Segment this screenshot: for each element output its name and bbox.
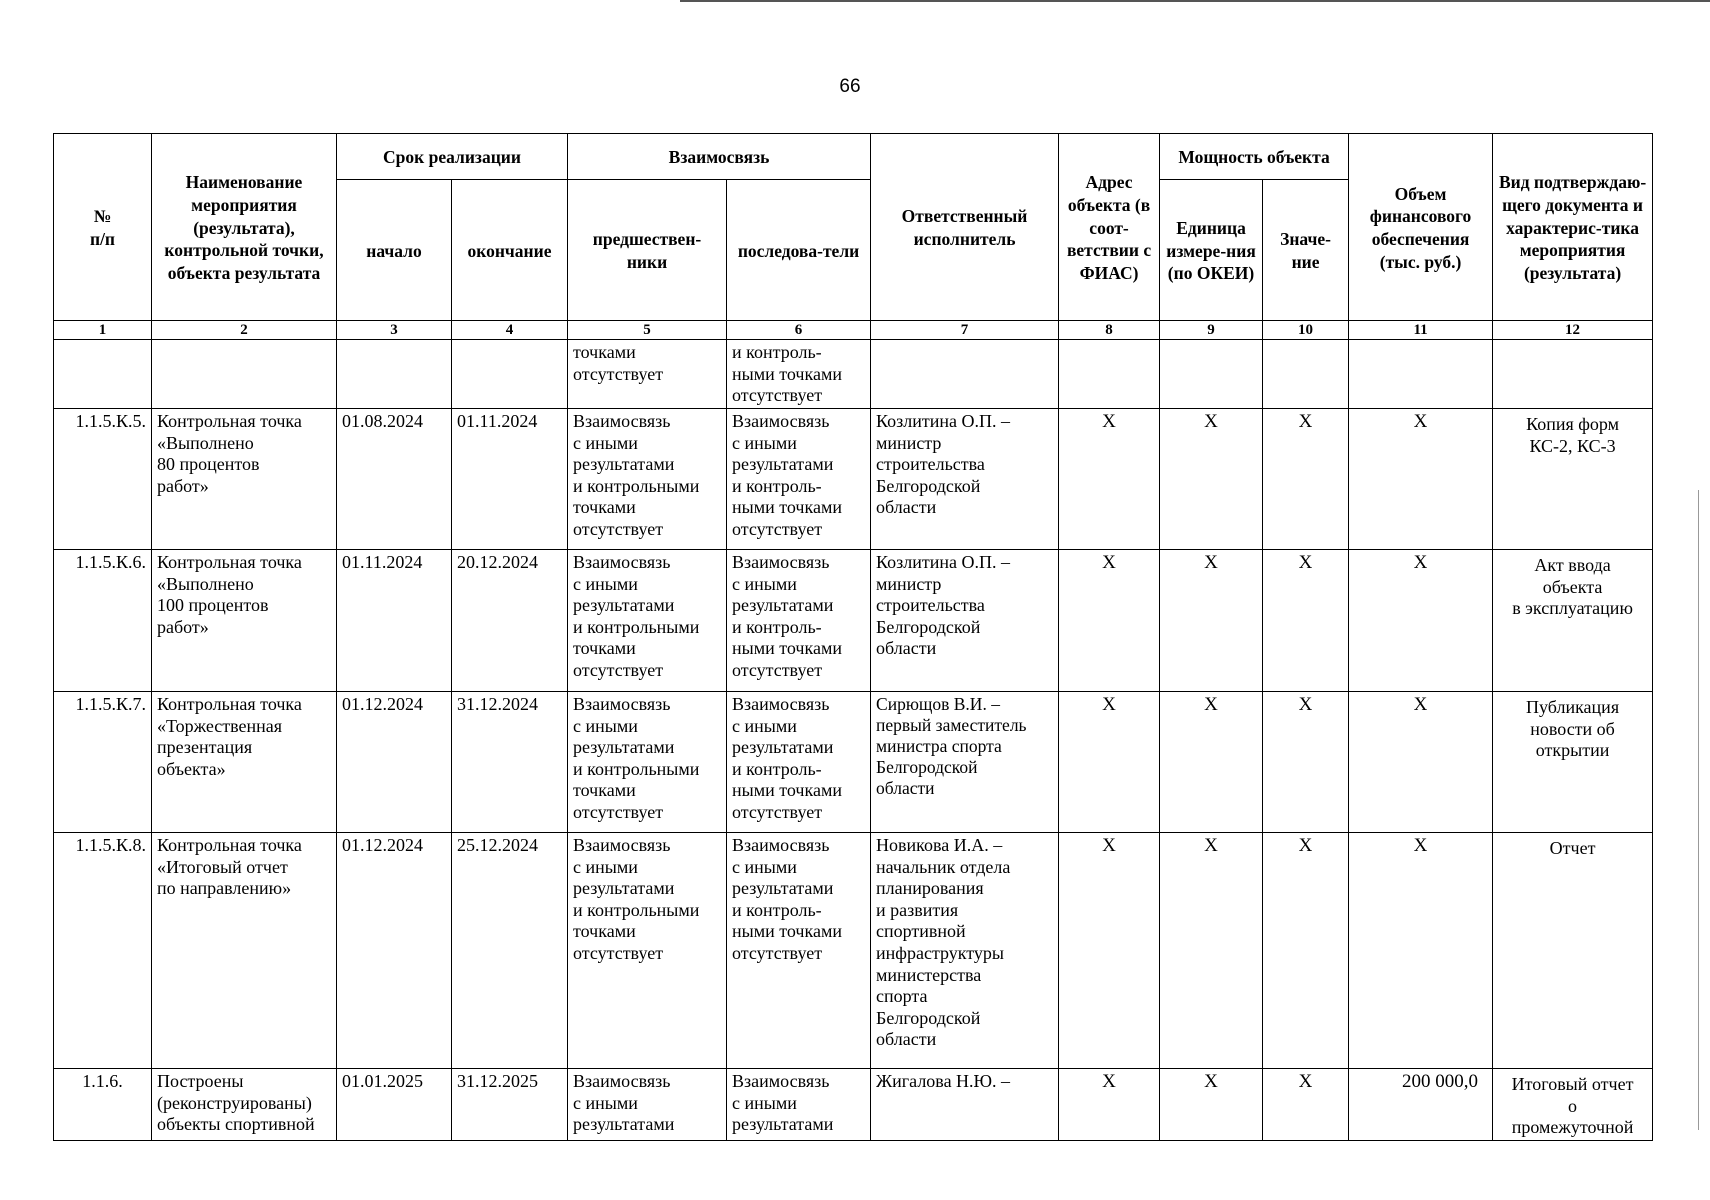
header-capacity: Мощность объекта: [1160, 134, 1349, 180]
cell-start: 01.11.2024: [337, 550, 452, 692]
table-row-continuation: [54, 340, 1653, 409]
cell-end: 20.12.2024: [452, 550, 568, 692]
cell-start: [337, 340, 452, 409]
cell-successors: Взаимосвязь с иными результатами: [727, 1069, 871, 1141]
table-row: [54, 1069, 1653, 1141]
header-successors: последова-тели: [727, 180, 871, 321]
header-finance: Объем финансового обеспечения (тыс. руб.): [1349, 134, 1493, 321]
cell-name: Построены (реконструированы) объекты спортивной: [152, 1069, 337, 1141]
cell-successors: Взаимосвязь с иными результатами и контроль- ными точками отсутствует: [727, 692, 871, 833]
col-number: 6: [727, 321, 871, 340]
header-name: Наименование мероприятия (результата), контрольной точки, объекта результата: [152, 134, 337, 321]
header-unit: Единица измере-ния (по ОКЕИ): [1160, 180, 1263, 321]
cell-unit: [1160, 340, 1263, 409]
cell-predecessors: Взаимосвязь с иными результатами и контрольными точками отсутствует: [568, 692, 727, 833]
header-document: Вид подтверждаю-щего документа и характерис-тика мероприятия (результата): [1493, 134, 1653, 321]
cell-address: [1059, 340, 1160, 409]
header-start: начало: [337, 180, 452, 321]
cell-value: Х: [1263, 409, 1349, 550]
cell-finance: Х: [1349, 550, 1493, 692]
col-number: 4: [452, 321, 568, 340]
cell-document: Публикация новости об открытии: [1493, 692, 1653, 833]
table-header: [54, 134, 1653, 340]
cell-value: Х: [1263, 692, 1349, 833]
cell-name: Контрольная точка «Торжественная презентация объекта»: [152, 692, 337, 833]
cell-name: Контрольная точка «Итоговый отчет по направлению»: [152, 833, 337, 1069]
cell-end: 01.11.2024: [452, 409, 568, 550]
cell-finance: Х: [1349, 833, 1493, 1069]
col-number: 9: [1160, 321, 1263, 340]
cell-address: Х: [1059, 1069, 1160, 1141]
cell-document: Отчет: [1493, 833, 1653, 1069]
cell-finance: Х: [1349, 692, 1493, 833]
cell-finance: [1349, 340, 1493, 409]
cell-end: [452, 340, 568, 409]
col-number: 5: [568, 321, 727, 340]
cell-successors: Взаимосвязь с иными результатами и контроль- ными точками отсутствует: [727, 409, 871, 550]
table-row: [54, 692, 1653, 833]
col-number: 3: [337, 321, 452, 340]
cell-document: Копия форм КС-2, КС-3: [1493, 409, 1653, 550]
cell-responsible: Новикова И.А. – начальник отдела планирования и развития спортивной инфраструктуры министерства спорта Белгородской области: [871, 833, 1059, 1069]
cell-start: 01.12.2024: [337, 692, 452, 833]
cell-num: 1.1.5.К.8.: [54, 833, 152, 1069]
cell-address: Х: [1059, 550, 1160, 692]
cell-start: 01.01.2025: [337, 1069, 452, 1141]
cell-value: Х: [1263, 833, 1349, 1069]
cell-name: [152, 340, 337, 409]
cell-predecessors: точками отсутствует: [568, 340, 727, 409]
header-num: № п/п: [54, 134, 152, 321]
cell-end: 25.12.2024: [452, 833, 568, 1069]
cell-name: Контрольная точка «Выполнено 80 процентов работ»: [152, 409, 337, 550]
column-numbers-row: [54, 321, 1653, 340]
cell-value: Х: [1263, 550, 1349, 692]
col-number: 7: [871, 321, 1059, 340]
cell-num: 1.1.5.К.7.: [54, 692, 152, 833]
cell-end: 31.12.2024: [452, 692, 568, 833]
col-number: 8: [1059, 321, 1160, 340]
col-number: 2: [152, 321, 337, 340]
cell-document: [1493, 340, 1653, 409]
table-row: [54, 833, 1653, 1069]
cell-responsible: [871, 340, 1059, 409]
cell-address: Х: [1059, 833, 1160, 1069]
header-responsible: Ответственный исполнитель: [871, 134, 1059, 321]
header-link: Взаимосвязь: [568, 134, 871, 180]
plan-table: [53, 133, 1653, 1141]
cell-end: 31.12.2025: [452, 1069, 568, 1141]
cell-value: [1263, 340, 1349, 409]
cell-name: Контрольная точка «Выполнено 100 процентов работ»: [152, 550, 337, 692]
header-value: Значе-ние: [1263, 180, 1349, 321]
cell-predecessors: Взаимосвязь с иными результатами и контрольными точками отсутствует: [568, 409, 727, 550]
cell-start: 01.12.2024: [337, 833, 452, 1069]
cell-responsible: Жигалова Н.Ю. –: [871, 1069, 1059, 1141]
right-margin-line: [1698, 490, 1699, 1130]
cell-unit: Х: [1160, 550, 1263, 692]
cell-value: Х: [1263, 1069, 1349, 1141]
cell-num: [54, 340, 152, 409]
cell-finance: Х: [1349, 409, 1493, 550]
table-row: [54, 409, 1653, 550]
cell-predecessors: Взаимосвязь с иными результатами: [568, 1069, 727, 1141]
header-term: Срок реализации: [337, 134, 568, 180]
cell-finance: 200 000,0: [1349, 1069, 1493, 1141]
cell-unit: Х: [1160, 1069, 1263, 1141]
cell-document: Итоговый отчет о промежуточной: [1493, 1069, 1653, 1141]
cell-num: 1.1.5.К.6.: [54, 550, 152, 692]
cell-unit: Х: [1160, 833, 1263, 1069]
cell-address: Х: [1059, 692, 1160, 833]
col-number: 12: [1493, 321, 1653, 340]
cell-successors: Взаимосвязь с иными результатами и контроль- ными точками отсутствует: [727, 550, 871, 692]
cell-unit: Х: [1160, 409, 1263, 550]
table-row: [54, 550, 1653, 692]
cell-address: Х: [1059, 409, 1160, 550]
header-predecessors: предшествен-ники: [568, 180, 727, 321]
cell-start: 01.08.2024: [337, 409, 452, 550]
col-number: 11: [1349, 321, 1493, 340]
cell-successors: Взаимосвязь с иными результатами и контроль- ными точками отсутствует: [727, 833, 871, 1069]
top-border-line: [680, 0, 1710, 2]
cell-responsible: Козлитина О.П. – министр строительства Белгородской области: [871, 550, 1059, 692]
cell-unit: Х: [1160, 692, 1263, 833]
col-number: 10: [1263, 321, 1349, 340]
cell-predecessors: Взаимосвязь с иными результатами и контрольными точками отсутствует: [568, 833, 727, 1069]
cell-num: 1.1.5.К.5.: [54, 409, 152, 550]
cell-document: Акт ввода объекта в эксплуатацию: [1493, 550, 1653, 692]
col-number: 1: [54, 321, 152, 340]
page-number: 66: [839, 76, 861, 97]
cell-predecessors: Взаимосвязь с иными результатами и контрольными точками отсутствует: [568, 550, 727, 692]
header-end: окончание: [452, 180, 568, 321]
header-address: Адрес объекта (в соот-ветствии с ФИАС): [1059, 134, 1160, 321]
cell-responsible: Сирющов В.И. – первый заместитель министра спорта Белгородской области: [871, 692, 1059, 833]
cell-num: 1.1.6.: [54, 1069, 152, 1141]
cell-responsible: Козлитина О.П. – министр строительства Белгородской области: [871, 409, 1059, 550]
cell-successors: и контроль- ными точками отсутствует: [727, 340, 871, 409]
